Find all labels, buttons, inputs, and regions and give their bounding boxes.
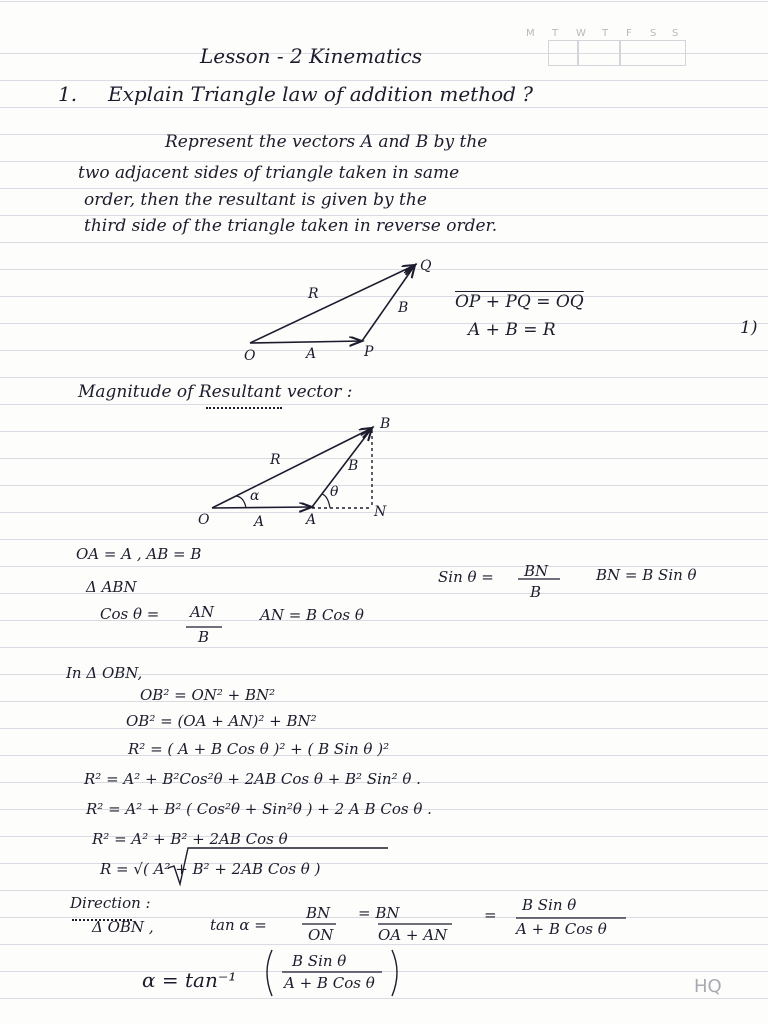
page-title: Lesson - 2 Kinematics: [200, 44, 422, 68]
label-o2: O: [198, 512, 210, 528]
vector-a-arrow-2: [212, 507, 312, 508]
day-letter: T: [602, 28, 609, 39]
day-letter: W: [576, 28, 586, 39]
step-2: OB² = (OA + AN)² + BN²: [126, 712, 317, 730]
day-letter: S: [672, 28, 679, 39]
step-7: R = √( A² + B² + 2AB Cos θ ): [100, 860, 321, 878]
label-b: B: [398, 300, 409, 316]
definition-line: order, then the resultant is given by the: [84, 190, 427, 210]
vector-definitions: OA = A , AB = B: [76, 545, 202, 563]
label-r: R: [308, 286, 319, 302]
margin-mark: 1): [740, 318, 758, 338]
label-b2: B: [380, 416, 391, 432]
cos-denominator: B: [198, 628, 210, 646]
definition-line: third side of the triangle taken in reverse order.: [84, 216, 498, 236]
tan-num-3: B Sin θ: [522, 896, 577, 914]
step-5: R² = A² + B² ( Cos²θ + Sin²θ ) + 2 A B Cos θ .: [86, 800, 432, 818]
vector-b-arrow-2: [312, 428, 372, 507]
tan-den-1: ON: [308, 926, 334, 944]
triangle-abn: Δ ABN: [86, 578, 137, 596]
magnitude-heading: Magnitude of Resultant vector :: [78, 382, 353, 402]
paren-left: [267, 950, 272, 996]
step-4: R² = A² + B²Cos²θ + 2AB Cos θ + B² Sin² θ .: [84, 770, 421, 788]
paren-right: [392, 950, 397, 996]
equation-op-pq-oq: OP + PQ = OQ: [455, 292, 584, 312]
theta-angle-arc: [322, 494, 330, 508]
cos-numerator: AN: [190, 603, 214, 621]
vector-a-arrow: [250, 341, 362, 343]
watermark: HQ: [694, 976, 722, 997]
label-p: P: [364, 344, 374, 360]
label-o: O: [244, 348, 256, 364]
alpha-num: B Sin θ: [292, 952, 347, 970]
equals: = BN: [358, 904, 400, 922]
day-letter: F: [626, 28, 632, 39]
alpha-den: A + B Cos θ: [284, 974, 375, 992]
heading-underline: [206, 404, 282, 409]
in-obn: In Δ OBN,: [66, 664, 143, 682]
cos-label: Cos θ =: [100, 605, 160, 623]
definition-line: Represent the vectors A and B by the: [165, 132, 488, 152]
label-n: N: [374, 504, 387, 520]
sin-denominator: B: [530, 583, 542, 601]
bn-equation: BN = B Sin θ: [596, 566, 697, 584]
label-a2: A: [306, 512, 317, 528]
tan-den-3: A + B Cos θ: [516, 920, 607, 938]
question-number: 1.: [58, 82, 78, 106]
equation-a-b-r: A + B = R: [468, 320, 556, 340]
an-equation: AN = B Cos θ: [260, 606, 364, 624]
alpha-angle-arc: [236, 496, 246, 508]
step-1: OB² = ON² + BN²: [140, 686, 276, 704]
label-theta: θ: [330, 484, 339, 500]
label-avec2: A: [254, 514, 265, 530]
tan-label: tan α =: [210, 916, 267, 934]
direction-heading: Direction :: [70, 894, 151, 912]
sin-numerator: BN: [524, 562, 549, 580]
day-letter: S: [650, 28, 657, 39]
step-6: R² = A² + B² + 2AB Cos θ: [92, 830, 288, 848]
alpha-equation-lhs: α = tan⁻¹: [142, 968, 237, 992]
label-r2: R: [270, 452, 281, 468]
label-bvec2: B: [348, 458, 359, 474]
tan-num-1: BN: [306, 904, 331, 922]
resultant-vector-arrow: [250, 265, 415, 343]
definition-line: two adjacent sides of triangle taken in same: [78, 163, 460, 183]
triangle-obn: Δ OBN ,: [92, 918, 154, 936]
day-letter: T: [552, 28, 559, 39]
day-letter: M: [526, 28, 535, 39]
tan-den-2: OA + AN: [378, 926, 448, 944]
question-text: Explain Triangle law of addition method ?: [108, 82, 534, 106]
equals: =: [484, 906, 497, 924]
sin-label: Sin θ =: [438, 568, 494, 586]
step-3: R² = ( A + B Cos θ )² + ( B Sin θ )²: [128, 740, 390, 758]
label-alpha: α: [250, 488, 260, 504]
label-a: A: [306, 346, 317, 362]
label-q: Q: [420, 258, 432, 274]
